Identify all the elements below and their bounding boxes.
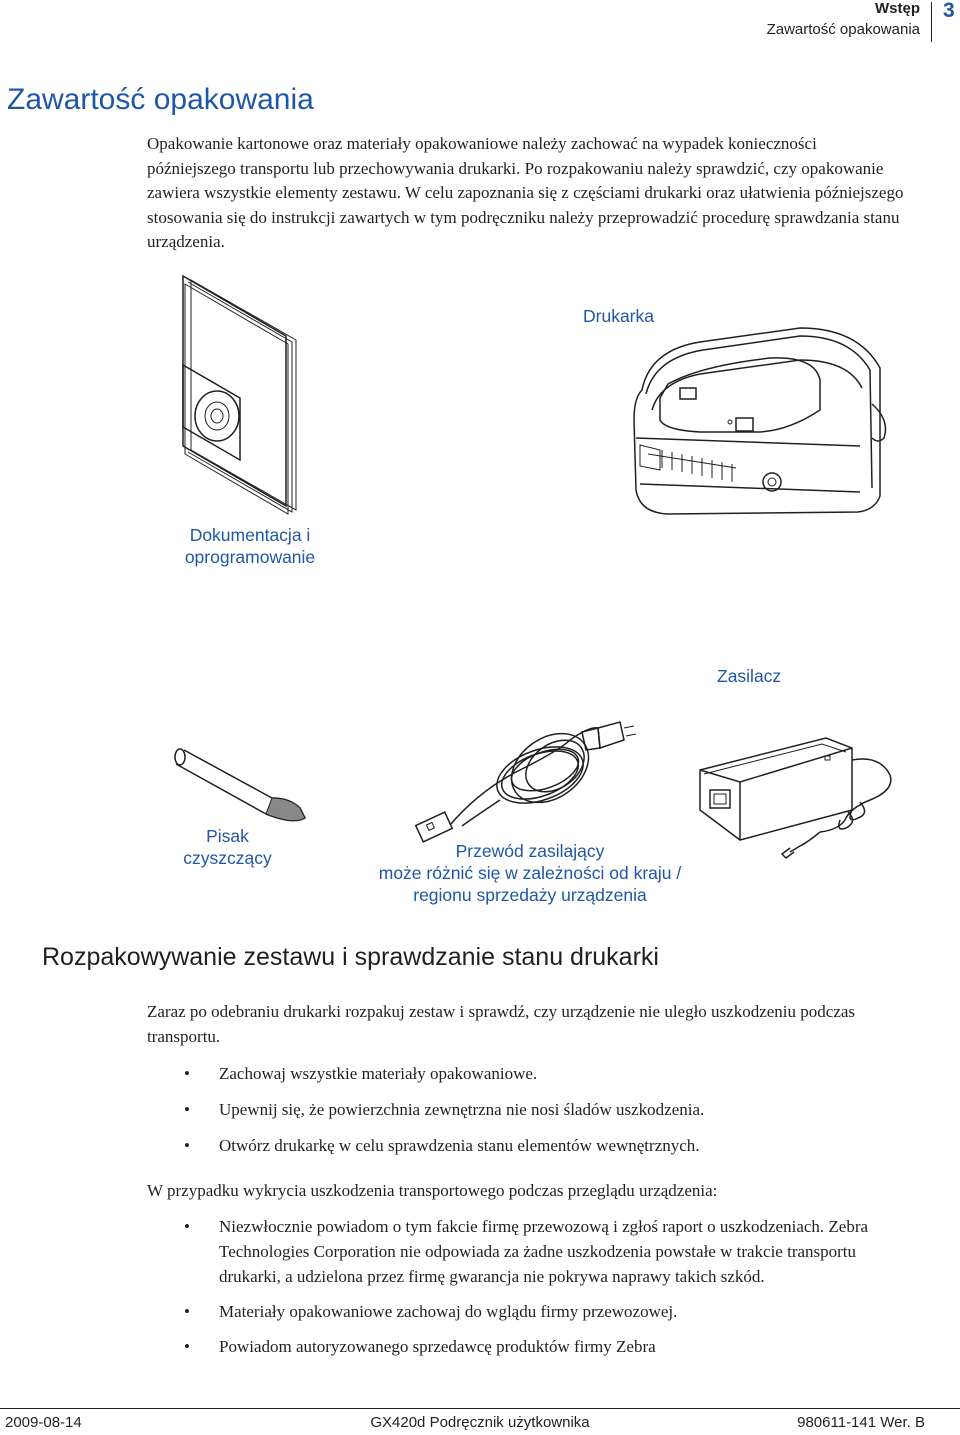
list-item	[147, 1334, 887, 1359]
list-item	[147, 1299, 887, 1324]
list-item	[147, 1097, 867, 1122]
bullet-icon: •	[184, 1100, 190, 1119]
page-title: Zawartość opakowania	[7, 83, 314, 116]
list-item-text: Otwórz drukarkę w celu sprawdzenia stanu elementów wewnętrznych.	[219, 1136, 700, 1155]
power-supply-illustration	[700, 738, 891, 858]
list-item	[147, 1133, 867, 1158]
damage-steps-list	[147, 1214, 887, 1369]
inspection-list	[147, 1061, 867, 1169]
documentation-label	[160, 524, 340, 568]
page-number: 3	[943, 0, 955, 22]
power-cord-label-line: regionu sprzedaży urządzenia	[413, 885, 647, 905]
printer-illustration	[634, 328, 886, 514]
list-item-text: Upewnij się, że powierzchnia zewnętrzna nie nosi śladów uszkodzenia.	[219, 1100, 705, 1119]
bullet-icon: •	[184, 1064, 190, 1083]
intro-paragraph: Opakowanie kartonowe oraz materiały opakowaniowe należy zachować na wypadek konieczności późniejszego transportu lub przechowywania drukarki. Po rozpakowaniu należy sprawdzić, czy opakowanie zawiera wszystkie elementy zestawu. W celu zapoznania się z częściami drukarki oraz ułatwienia późniejszego stosowania się do instrukcji zawartych w tym podręczniku należy przeprowadzić procedurę sprawdzania stanu urządzenia.	[147, 134, 904, 251]
printer-label: Drukarka	[583, 306, 654, 326]
footer-title: GX420d Podręcznik użytkownika	[370, 1414, 590, 1431]
documentation-label-line: Dokumentacja i	[189, 525, 311, 545]
cleaning-pen-label-line: Pisak	[206, 826, 249, 846]
power-cord-label-line: Przewód zasilający	[455, 841, 605, 861]
damage-paragraph: W przypadku wykrycia uszkodzenia transportowego podczas przeglądu urządzenia:	[147, 1181, 718, 1200]
power-supply-label: Zasilacz	[717, 666, 782, 686]
header-subsection: Zawartość opakowania	[766, 21, 920, 38]
list-item-text: Materiały opakowaniowe zachowaj do wglądu firmy przewozowej.	[219, 1302, 678, 1321]
list-item-text: Zachowaj wszystkie materiały opakowaniowe.	[219, 1064, 538, 1083]
bullet-icon: •	[184, 1337, 190, 1356]
header-divider	[931, 2, 932, 42]
documentation-illustration	[183, 276, 296, 514]
cleaning-pen-label	[160, 825, 295, 869]
list-item-text: Powiadom autoryzowanego sprzedawcę produktów firmy Zebra	[219, 1337, 656, 1356]
power-cord-label	[340, 840, 720, 906]
bullet-icon: •	[184, 1302, 190, 1321]
documentation-label-line: oprogramowanie	[184, 547, 316, 567]
power-cord-illustration	[416, 719, 636, 842]
header-section: Wstęp	[875, 0, 920, 17]
footer-date: 2009-08-14	[5, 1414, 82, 1431]
section-heading: Rozpakowywanie zestawu i sprawdzanie stanu drukarki	[42, 943, 659, 971]
list-item	[147, 1214, 887, 1289]
cleaning-pen-label-line: czyszczący	[183, 848, 272, 868]
bullet-icon: •	[184, 1217, 190, 1236]
list-item-text: Niezwłocznie powiadom o tym fakcie firmę przewozową i zgłoś raport o uszkodzeniach. Zebra Technologies Corporation nie odpowiada za żadne uszkodzenia powstałe w trakcie transportu drukarki, a udzielona przez firmę gwarancja nie pokrywa naprawy takich szkód.	[219, 1217, 869, 1286]
bullet-icon: •	[184, 1136, 190, 1155]
list-item	[147, 1061, 867, 1086]
package-contents-figure	[0, 270, 960, 930]
power-cord-label-line: może różnić się w zależności od kraju /	[378, 863, 682, 883]
footer-divider	[0, 1408, 960, 1409]
unpack-paragraph: Zaraz po odebraniu drukarki rozpakuj zestaw i sprawdź, czy urządzenie nie uległo uszkodzeniu podczas transportu.	[147, 1002, 856, 1046]
cleaning-pen-illustration	[175, 749, 305, 821]
footer-doc-code: 980611-141 Wer. B	[797, 1414, 925, 1431]
